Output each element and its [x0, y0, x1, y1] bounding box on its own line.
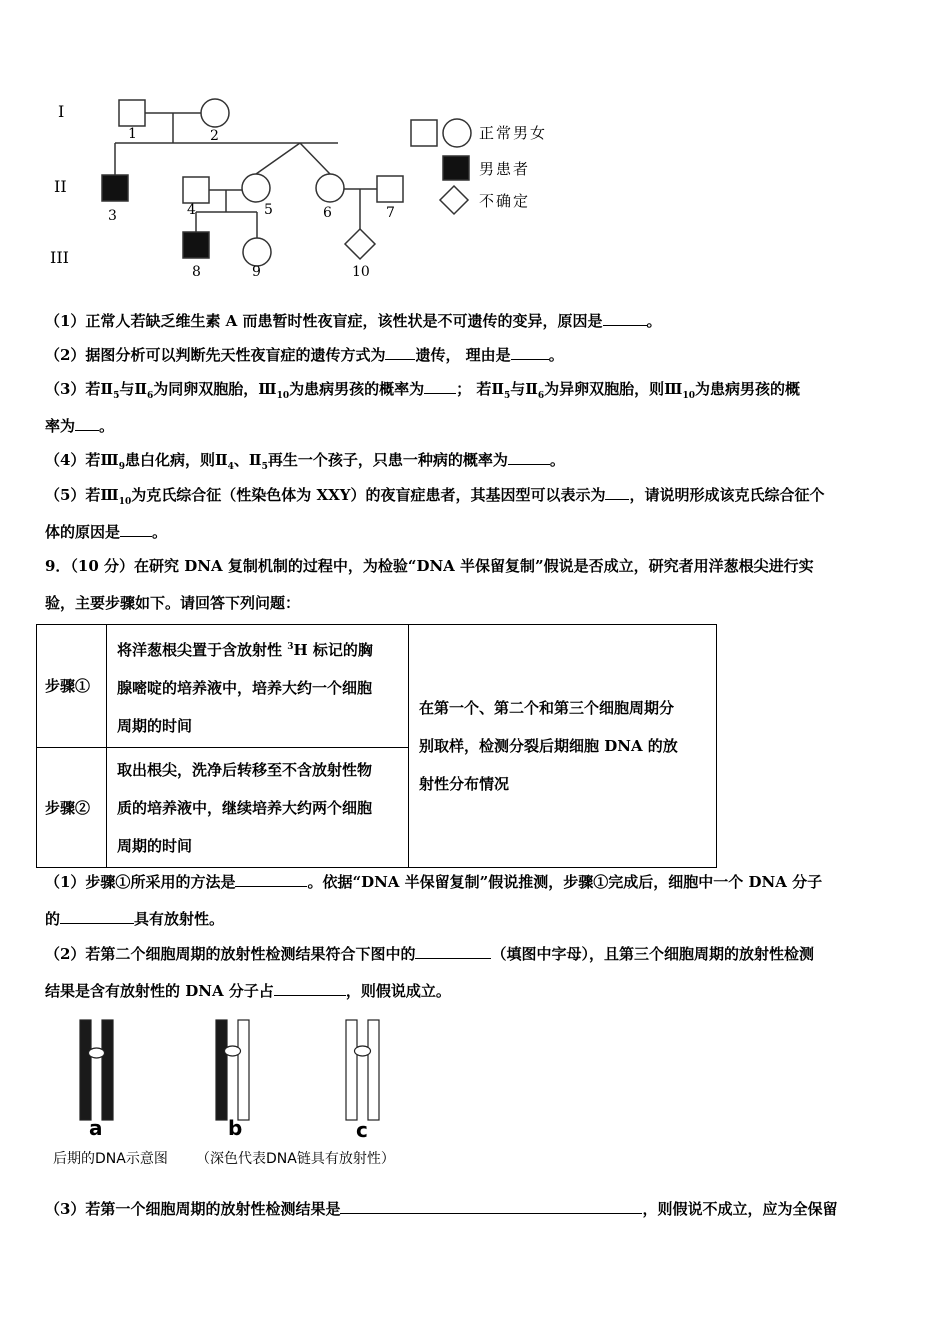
dna-c-strand-right — [368, 1020, 379, 1120]
q9-title-line1: 9．（10 分）在研究 DNA 复制机制的过程中，为检验“DNA 半保留复制”假说是否成立，研究者用洋葱根尖进行实 — [45, 557, 814, 575]
person-number-2: 2 — [210, 128, 219, 144]
q8-part3-line1: （3）若$Ⅱ_5$与$Ⅱ_6$为同卵双胞胎，$Ⅲ_{10}$为患病男孩的概率为 ； 若$Ⅱ_5$与$Ⅱ_6$为异卵双胞胎，则$Ⅲ_{10}$为患病男孩的概 — [45, 380, 800, 401]
dna-c-centromere — [355, 1046, 371, 1056]
detection-content: 在第一个、第二个和第三个细胞周期分 别取样，检测分裂后期细胞 DNA 的放 射性分布情况 — [409, 625, 717, 868]
dna-caption-right: （深色代表DNA链具有放射性） — [196, 1151, 395, 1167]
answer-blank[interactable] — [424, 379, 456, 394]
q8-part3-line2: 率为 。 — [45, 417, 115, 435]
pedigree-figure — [0, 0, 950, 300]
person-number-1: 1 — [128, 126, 137, 142]
answer-blank[interactable] — [508, 450, 550, 465]
person-10-uncertain — [345, 229, 375, 259]
person-number-3: 3 — [108, 208, 117, 224]
q9-sub3: （3）若第一个细胞周期的放射性检测结果是 ，则假说不成立，应为全保留 — [45, 1200, 838, 1218]
generation-label-2: II — [54, 177, 67, 196]
legend-affected-label: 男患者 — [479, 160, 531, 178]
legend-affected-male — [443, 156, 469, 180]
dna-label-a: a — [89, 1116, 103, 1140]
answer-blank[interactable] — [603, 311, 647, 326]
person-number-8: 8 — [192, 264, 201, 280]
answer-blank[interactable] — [274, 981, 346, 996]
person-1-normal-male — [119, 100, 145, 126]
answer-blank[interactable] — [340, 1199, 642, 1214]
step2-label: 步骤② — [37, 748, 107, 868]
answer-blank[interactable] — [60, 909, 134, 924]
person-number-5: 5 — [264, 202, 273, 218]
table-row — [37, 625, 717, 748]
person-number-4: 4 — [187, 202, 196, 218]
answer-blank[interactable] — [385, 345, 415, 360]
dna-label-c: c — [356, 1118, 368, 1142]
dna-caption-left: 后期的DNA示意图 — [53, 1151, 168, 1167]
person-6-normal-female — [316, 174, 344, 202]
person-3-affected-male — [102, 175, 128, 201]
answer-blank[interactable] — [120, 522, 152, 537]
answer-blank[interactable] — [75, 416, 99, 431]
dna-figure — [0, 1010, 950, 1130]
person-9-normal-female — [243, 238, 271, 266]
dna-b-strand-right — [238, 1020, 249, 1120]
person-number-9: 9 — [252, 264, 261, 280]
q8-part2: （2）据图分析可以判断先天性夜盲症的遗传方式为 遗传， 理由是 。 — [45, 346, 564, 364]
answer-blank[interactable] — [605, 485, 629, 500]
generation-label-1: I — [58, 102, 65, 121]
q9-sub1-line2: 的 具有放射性。 — [45, 910, 225, 928]
person-4-normal-male — [183, 177, 209, 203]
person-7-normal-male — [377, 176, 403, 202]
q9-sub1-line1: （1）步骤①所采用的方法是 。依据“DNA 半保留复制”假说推测，步骤①完成后，细胞中一个 DNA 分子 — [45, 873, 823, 891]
person-number-10: 10 — [352, 264, 370, 280]
dna-a-centromere — [89, 1048, 105, 1058]
answer-blank[interactable] — [415, 944, 491, 959]
person-2-normal-female — [201, 99, 229, 127]
person-number-6: 6 — [323, 205, 332, 221]
answer-blank[interactable] — [235, 872, 307, 887]
dna-a-strand-left — [80, 1020, 91, 1120]
legend-uncertain — [440, 186, 468, 214]
answer-blank[interactable] — [511, 345, 549, 360]
q8-part4: （4）若$Ⅲ_9$患白化病，则$Ⅱ_4$、$Ⅱ_5$再生一个孩子，只患一种病的概率为 。 — [45, 451, 565, 472]
dna-c-strand-left — [346, 1020, 357, 1120]
q8-part5-line2: 体的原因是 。 — [45, 523, 168, 541]
legend-normal-label: 正常男女 — [479, 124, 548, 142]
person-number-7: 7 — [386, 205, 395, 221]
pedigree-chart — [0, 0, 950, 300]
person-5-normal-female — [242, 174, 270, 202]
step2-content: 取出根尖，洗净后转移至不含放射性物 质的培养液中，继续培养大约两个细胞 周期的时间 — [107, 748, 409, 868]
legend-normal-male — [411, 120, 437, 146]
legend-normal-female — [443, 119, 471, 147]
q9-sub2-line2: 结果是含有放射性的 DNA 分子占 ，则假说成立。 — [45, 982, 451, 1000]
q8-part1: （1）正常人若缺乏维生素 A 而患暂时性夜盲症，该性状是不可遗传的变异，原因是 。 — [45, 312, 662, 330]
step1-content: 将洋葱根尖置于含放射性 $^3$H 标记的胸 腺嘧啶的培养液中，培养大约一个细胞 周期的时间 — [107, 625, 409, 748]
q9-title-line2: 验，主要步骤如下。请回答下列问题： — [45, 594, 301, 612]
legend-uncertain-label: 不确定 — [479, 192, 531, 210]
dna-label-b: b — [228, 1116, 243, 1140]
q9-sub2-line1: （2）若第二个细胞周期的放射性检测结果符合下图中的 （填图中字母），且第三个细胞周期的放射性检测 — [45, 945, 814, 963]
dna-a-strand-right — [102, 1020, 113, 1120]
dna-b-centromere — [225, 1046, 241, 1056]
person-8-affected-male — [183, 232, 209, 258]
step1-label: 步骤① — [37, 625, 107, 748]
generation-label-3: III — [50, 248, 69, 267]
q8-part5-line1: （5）若$Ⅲ_{10}$为克氏综合征（性染色体为 XXY）的夜盲症患者，其基因型可以表示为 ，请说明形成该克氏综合征个 — [45, 486, 825, 507]
dna-b-strand-left — [216, 1020, 227, 1120]
steps-table — [36, 624, 717, 868]
